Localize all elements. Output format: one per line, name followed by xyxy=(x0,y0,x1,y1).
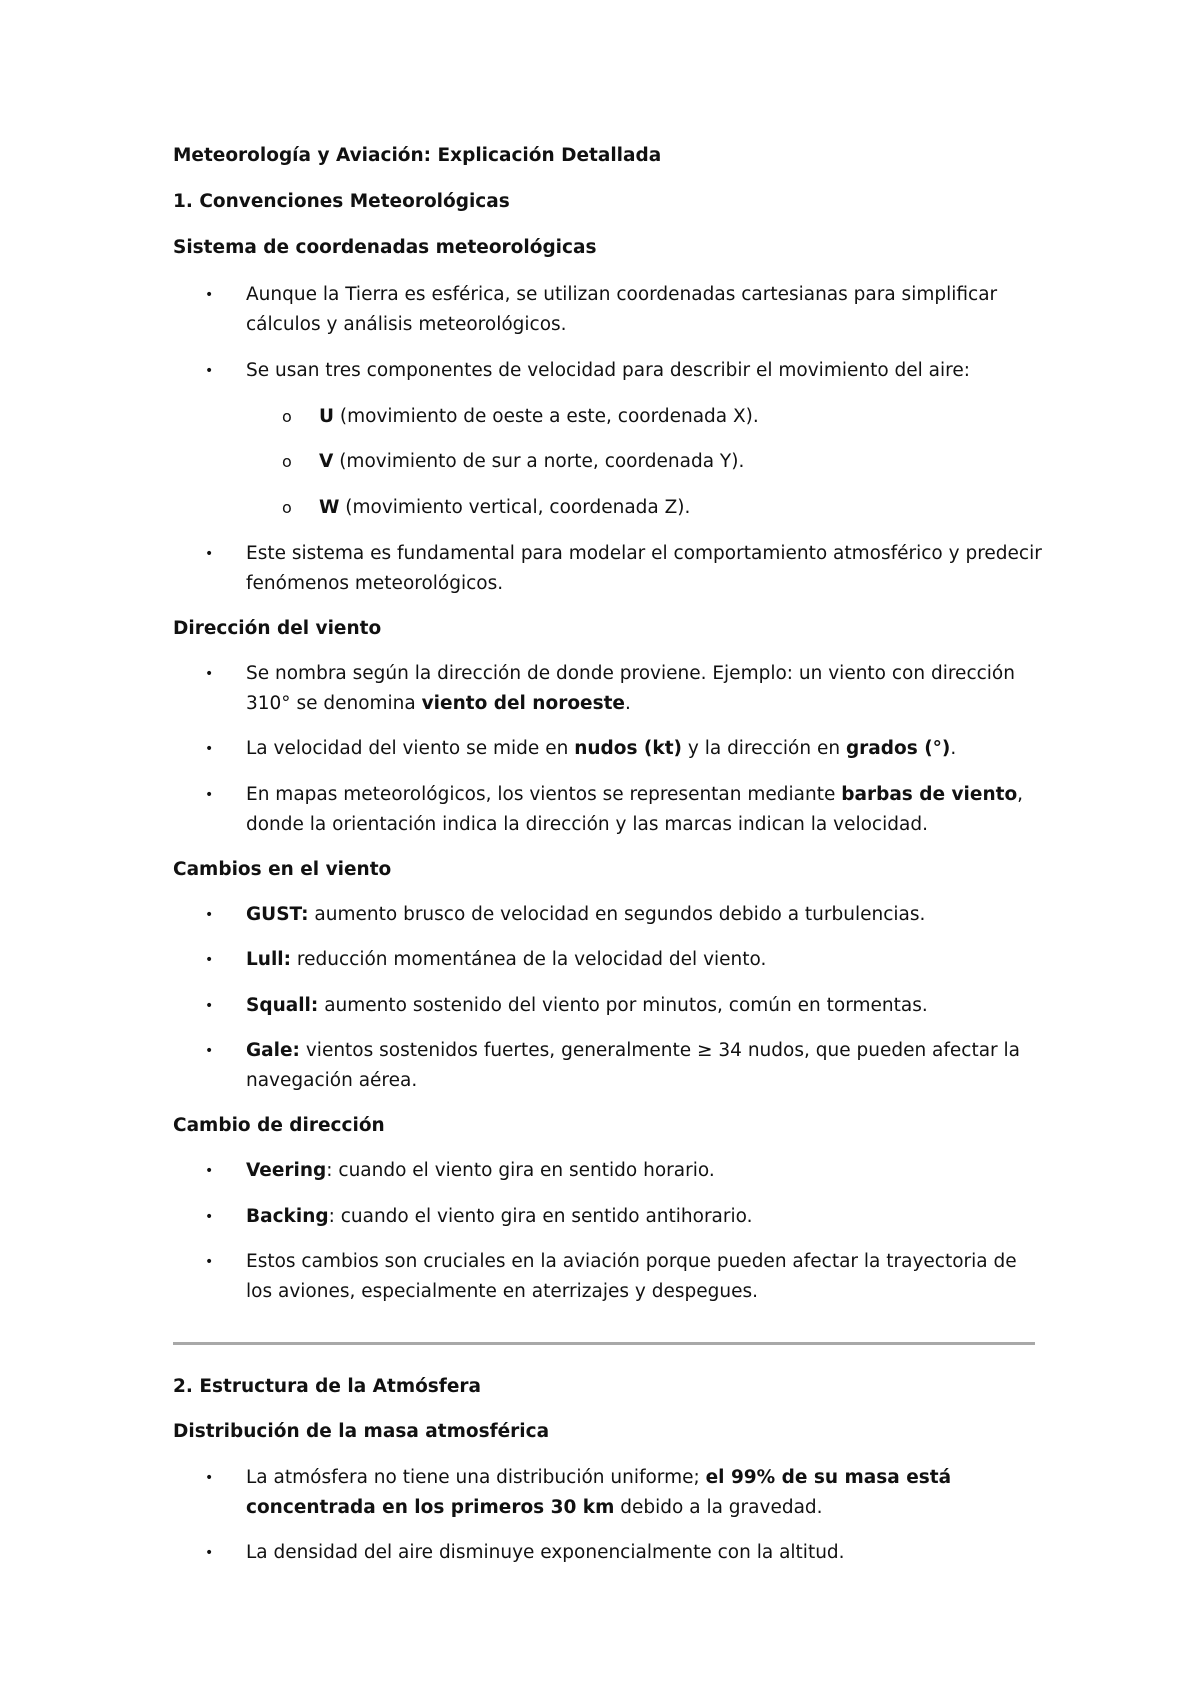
u-component-item xyxy=(319,402,759,432)
v-text: (movimiento de sur a norte, coordenada Y). xyxy=(333,451,745,472)
backing-item xyxy=(246,1202,1046,1232)
wd-b1-text: Se nombra según la dirección de donde proviene. Ejemplo: un viento con dirección 310° se denomina xyxy=(246,663,1015,714)
lull-label: Lull: xyxy=(246,949,292,970)
document-title: Meteorología y Aviación: Explicación Detallada xyxy=(173,145,662,166)
sub-bullet-icon: o xyxy=(282,407,292,426)
u-label: U xyxy=(319,406,335,427)
direction-change-bullet-3: Estos cambios son cruciales en la aviación porque pueden afectar la trayectoria de los aviones, especialmente en aterrizajes y despegues. xyxy=(246,1251,1017,1302)
wd-b2-mid: y la dirección en xyxy=(682,738,846,759)
bullet-icon: • xyxy=(205,666,214,682)
squall-label: Squall: xyxy=(246,995,319,1016)
w-text: (movimiento vertical, coordenada Z). xyxy=(339,497,691,518)
bullet-icon: • xyxy=(205,998,214,1014)
section-1-heading: 1. Convenciones Meteorológicas xyxy=(173,191,510,212)
bullet-icon: • xyxy=(205,1163,214,1179)
mass-bullet-1 xyxy=(246,1463,1046,1523)
wd-b1-bold: viento del noroeste xyxy=(421,693,625,714)
veering-text: : cuando el viento gira en sentido horario. xyxy=(326,1160,715,1181)
wd-b1-end: . xyxy=(624,693,631,714)
bullet-icon: • xyxy=(205,741,214,757)
lull-item xyxy=(246,945,1046,975)
wd-b3-end: , donde la orientación indica la dirección y las marcas indican la velocidad. xyxy=(246,784,1024,835)
wd-b2-bold-1: nudos (kt) xyxy=(574,738,682,759)
u-text: (movimiento de oeste a este, coordenada X). xyxy=(334,406,759,427)
lull-text: reducción momentánea de la velocidad del viento. xyxy=(291,949,767,970)
bullet-icon: • xyxy=(205,1545,214,1561)
wd-b3-bold: barbas de viento xyxy=(841,784,1018,805)
veering-label: Veering xyxy=(246,1160,327,1181)
bullet-icon: • xyxy=(205,1209,214,1225)
bullet-icon: • xyxy=(205,1043,214,1059)
wind-changes-subheading: Cambios en el viento xyxy=(173,859,392,880)
bullet-icon: • xyxy=(205,363,214,379)
w-component-item xyxy=(319,493,690,523)
mass-subheading: Distribución de la masa atmosférica xyxy=(173,1421,550,1442)
bullet-icon: • xyxy=(205,1470,214,1486)
wd-b2-text: La velocidad del viento se mide en xyxy=(246,738,575,759)
coords-bullet-1: Aunque la Tierra es esférica, se utilizan coordenadas cartesianas para simplificar cálculos y análisis meteorológicos. xyxy=(246,284,998,335)
mass-b1-bold: el 99% de su masa está concentrada en los primeros 30 km xyxy=(246,1467,952,1518)
gale-item xyxy=(246,1036,1046,1096)
gust-label: GUST: xyxy=(246,904,309,925)
wind-direction-bullet-1 xyxy=(246,659,1046,719)
coords-bullet-3: Este sistema es fundamental para modelar el comportamiento atmosférico y predecir fenómenos meteorológicos. xyxy=(246,543,1042,594)
sub-bullet-icon: o xyxy=(282,498,292,517)
coords-subheading: Sistema de coordenadas meteorológicas xyxy=(173,237,597,258)
section-2-heading: 2. Estructura de la Atmósfera xyxy=(173,1376,482,1397)
wind-direction-subheading: Dirección del viento xyxy=(173,618,382,639)
mass-b1-text: La atmósfera no tiene una distribución uniforme; xyxy=(246,1467,706,1488)
bullet-icon: • xyxy=(205,952,214,968)
wind-direction-bullet-2 xyxy=(246,734,1046,764)
wd-b2-end: . xyxy=(950,738,957,759)
gale-text: vientos sostenidos fuertes, generalmente ≥ 34 nudos, que pueden afectar la navegación aérea. xyxy=(246,1040,1021,1091)
bullet-icon: • xyxy=(205,907,214,923)
horizontal-divider xyxy=(173,1342,1035,1345)
wind-direction-bullet-3 xyxy=(246,780,1046,840)
gust-item xyxy=(246,900,1046,930)
bullet-icon: • xyxy=(205,287,214,303)
backing-label: Backing xyxy=(246,1206,329,1227)
gust-text: aumento brusco de velocidad en segundos debido a turbulencias. xyxy=(308,904,926,925)
squall-text: aumento sostenido del viento por minutos, común en tormentas. xyxy=(318,995,928,1016)
squall-item xyxy=(246,991,1046,1021)
gale-label: Gale: xyxy=(246,1040,300,1061)
v-label: V xyxy=(319,451,334,472)
coords-bullet-2: Se usan tres componentes de velocidad para describir el movimiento del aire: xyxy=(246,360,970,381)
mass-bullet-2: La densidad del aire disminuye exponencialmente con la altitud. xyxy=(246,1542,845,1563)
bullet-icon: • xyxy=(205,787,214,803)
wd-b3-text: En mapas meteorológicos, los vientos se representan mediante xyxy=(246,784,842,805)
v-component-item xyxy=(319,447,744,477)
wd-b2-bold-2: grados (°) xyxy=(845,738,951,759)
bullet-icon: • xyxy=(205,1254,214,1270)
sub-bullet-icon: o xyxy=(282,452,292,471)
direction-change-subheading: Cambio de dirección xyxy=(173,1115,385,1136)
mass-b1-end: debido a la gravedad. xyxy=(614,1497,823,1518)
backing-text: : cuando el viento gira en sentido antihorario. xyxy=(328,1206,753,1227)
veering-item xyxy=(246,1156,1046,1186)
bullet-icon: • xyxy=(205,546,214,562)
w-label: W xyxy=(319,497,340,518)
